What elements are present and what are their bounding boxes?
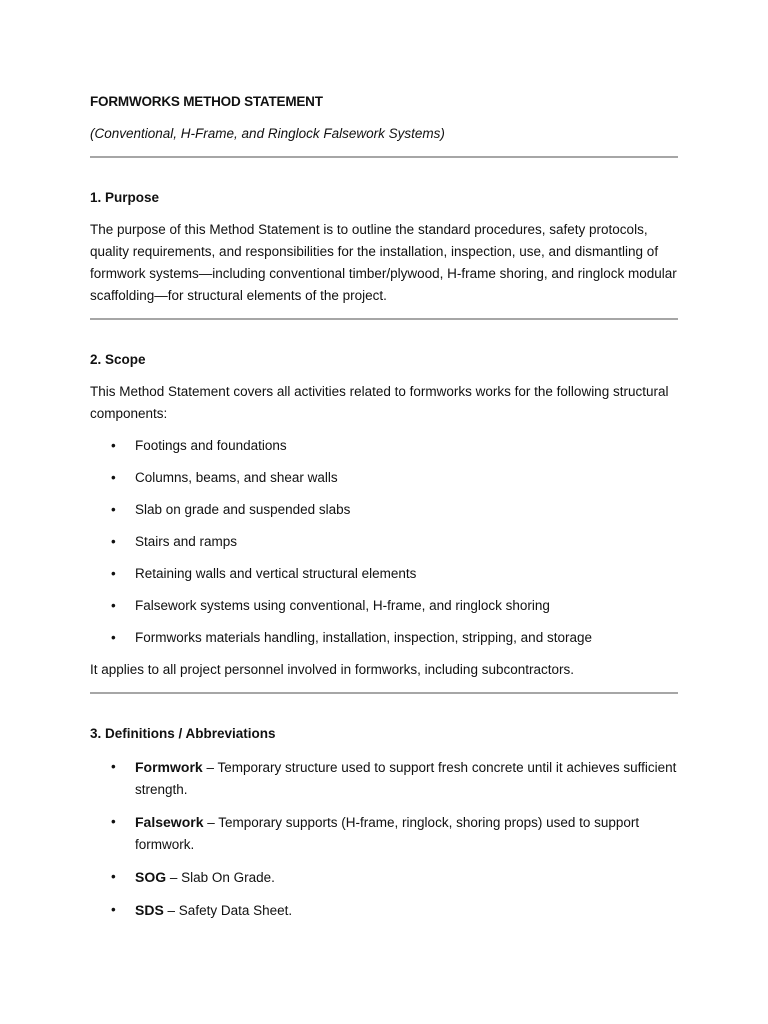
bullet-icon: • (111, 438, 116, 453)
scope-closing-paragraph: It applies to all project personnel involved in formworks, including subcontractors. (90, 662, 574, 677)
list-item (90, 467, 678, 499)
section-divider (90, 692, 678, 694)
definition-term: SDS (135, 902, 164, 918)
definition-term: Formwork (135, 759, 203, 775)
definition-item (90, 899, 678, 922)
scope-intro-paragraph: This Method Statement covers all activities related to formworks works for the following structural components: (90, 384, 669, 421)
purpose-heading: 1. Purpose (90, 190, 160, 205)
list-item-text: Retaining walls and vertical structural elements (135, 566, 417, 581)
definition-text: – Safety Data Sheet. (163, 903, 293, 918)
definition-text: – Temporary supports (H-frame, ringlock, shoring props) used to support formwork. (135, 815, 640, 852)
list-item-text: Formworks materials handling, installation, inspection, stripping, and storage (135, 630, 592, 645)
list-item-text: Stairs and ramps (135, 534, 238, 549)
document-title: FORMWORKS METHOD STATEMENT (90, 94, 323, 109)
definition-text: – Temporary structure used to support fresh concrete until it achieves sufficient strength. (135, 760, 677, 797)
list-item (90, 595, 678, 627)
list-item (90, 531, 678, 563)
section-divider (90, 156, 678, 158)
bullet-icon: • (111, 902, 116, 917)
bullet-icon: • (111, 534, 116, 549)
list-item-text: Slab on grade and suspended slabs (135, 502, 351, 517)
list-item (90, 499, 678, 531)
purpose-paragraph: The purpose of this Method Statement is to outline the standard procedures, safety protocols, quality requirements, and responsibilities for the installation, inspection, use, and dismantling of formwork systems—including conventional timber/plywood, H-frame shoring, and ringlock modular scaffolding—for structural elements of the project. (90, 222, 677, 303)
bullet-icon: • (111, 869, 116, 884)
scope-list (90, 435, 678, 659)
definition-item (90, 866, 678, 889)
bullet-icon: • (111, 502, 116, 517)
definition-item (90, 811, 678, 856)
document-subtitle: (Conventional, H-Frame, and Ringlock Falsework Systems) (90, 126, 445, 141)
definitions-heading: 3. Definitions / Abbreviations (90, 726, 276, 741)
list-item-text: Columns, beams, and shear walls (135, 470, 338, 485)
list-item (90, 435, 678, 467)
list-item (90, 563, 678, 595)
definition-term: Falsework (135, 814, 204, 830)
bullet-icon: • (111, 759, 116, 774)
definition-item (90, 756, 678, 801)
scope-heading: 2. Scope (90, 352, 146, 367)
bullet-icon: • (111, 470, 116, 485)
bullet-icon: • (111, 598, 116, 613)
list-item-text: Falsework systems using conventional, H-frame, and ringlock shoring (135, 598, 550, 613)
bullet-icon: • (111, 630, 116, 645)
section-divider (90, 318, 678, 320)
definition-text: – Slab On Grade. (166, 870, 275, 885)
list-item (90, 627, 678, 659)
list-item-text: Footings and foundations (135, 438, 287, 453)
bullet-icon: • (111, 814, 116, 829)
bullet-icon: • (111, 566, 116, 581)
definition-term: SOG (135, 869, 167, 885)
definitions-list (90, 756, 678, 932)
